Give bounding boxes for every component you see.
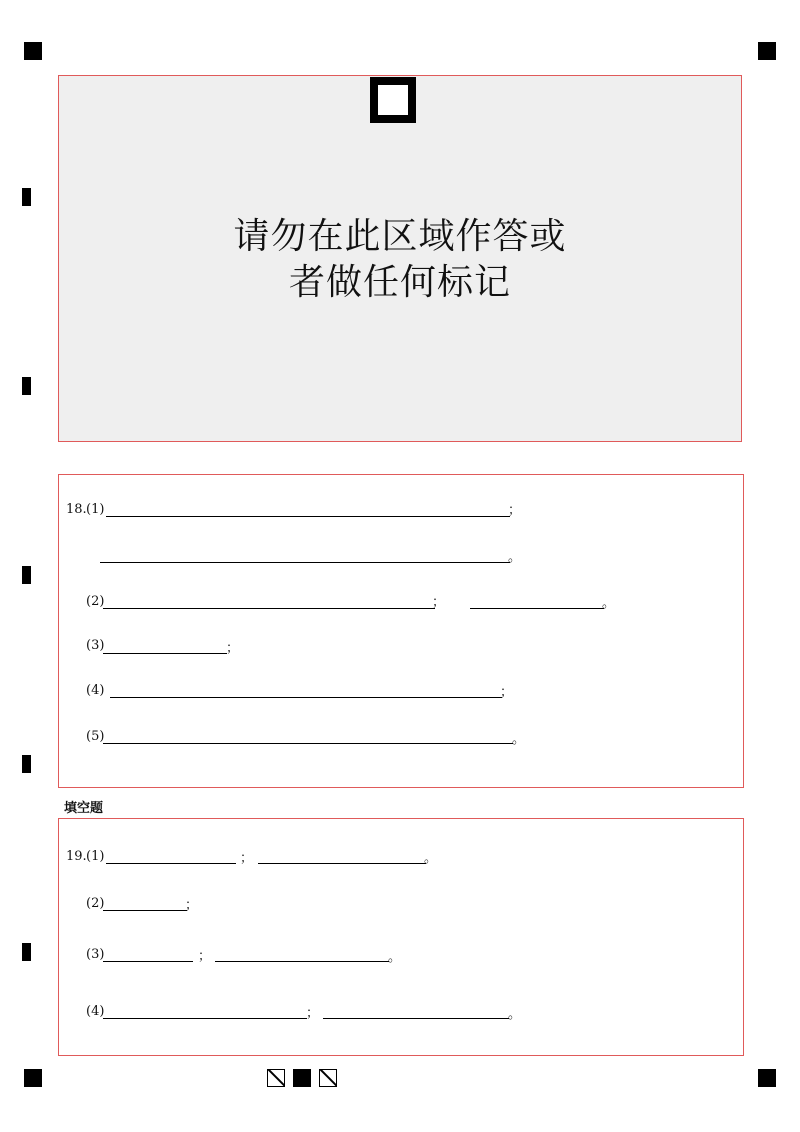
q18-part2-period: 。 bbox=[602, 596, 616, 611]
q19-part2-semicolon: ； bbox=[185, 898, 199, 913]
answer-box-q18 bbox=[58, 474, 744, 788]
q19-part1-answer-line-b[interactable] bbox=[258, 863, 426, 864]
q18-part4-answer-line[interactable] bbox=[110, 697, 502, 698]
q18-part2-label: (2) bbox=[86, 594, 105, 609]
q19-part4-answer-line-a[interactable] bbox=[103, 1018, 307, 1019]
q19-part4-label: (4) bbox=[86, 1004, 105, 1019]
registration-mark-top-right bbox=[758, 42, 776, 60]
warning-line-1: 请勿在此区域作答或 bbox=[233, 216, 567, 257]
page-mark-hollow bbox=[267, 1069, 285, 1087]
q19-part4-semicolon: ； bbox=[306, 1006, 320, 1021]
registration-mark-top-left bbox=[24, 42, 42, 60]
q18-part3-label: (3) bbox=[86, 638, 105, 653]
scan-square-mark bbox=[370, 77, 416, 123]
q18-part4-semicolon: ； bbox=[500, 685, 514, 700]
q19-part3-period: 。 bbox=[388, 950, 402, 965]
q18-part2-answer-line-b[interactable] bbox=[470, 608, 604, 609]
timing-mark bbox=[22, 755, 31, 773]
page-mark-solid bbox=[293, 1069, 311, 1087]
q19-part2-answer-line[interactable] bbox=[103, 910, 187, 911]
no-answer-warning bbox=[0, 214, 800, 306]
q19-part4-period: 。 bbox=[508, 1007, 522, 1022]
q18-number: 18. bbox=[66, 502, 87, 517]
q19-part2-label: (2) bbox=[86, 896, 105, 911]
q18-part4-label: (4) bbox=[86, 683, 105, 698]
timing-mark bbox=[22, 566, 31, 584]
q19-part3-label: (3) bbox=[86, 947, 105, 962]
timing-mark bbox=[22, 188, 31, 206]
q18-part2-answer-line-a[interactable] bbox=[103, 608, 435, 609]
q18-part1-label: (1) bbox=[86, 502, 105, 517]
warning-line-2: 者做任何标记 bbox=[288, 262, 511, 303]
q19-part3-answer-line-b[interactable] bbox=[215, 961, 389, 962]
q18-part1-period: 。 bbox=[508, 550, 522, 565]
q19-part3-semicolon: ； bbox=[198, 949, 212, 964]
q18-part1-answer-line-a[interactable] bbox=[106, 516, 510, 517]
q19-part4-answer-line-b[interactable] bbox=[323, 1018, 509, 1019]
q19-part1-period: 。 bbox=[424, 851, 438, 866]
q19-part1-semicolon: ； bbox=[240, 851, 254, 866]
q19-part1-label: (1) bbox=[86, 849, 105, 864]
registration-mark-bottom-right bbox=[758, 1069, 776, 1087]
q19-part3-answer-line-a[interactable] bbox=[103, 961, 193, 962]
page-mark-hollow bbox=[319, 1069, 337, 1087]
q18-part3-answer-line[interactable] bbox=[103, 653, 227, 654]
q18-part1-answer-line-b[interactable] bbox=[100, 562, 510, 563]
timing-mark bbox=[22, 943, 31, 961]
q18-part5-period: 。 bbox=[512, 732, 526, 747]
answer-box-q19 bbox=[58, 818, 744, 1056]
q18-part2-semicolon: ； bbox=[432, 595, 446, 610]
q18-part5-label: (5) bbox=[86, 729, 105, 744]
registration-mark-bottom-left bbox=[24, 1069, 42, 1087]
page-id-marks bbox=[267, 1069, 337, 1087]
q18-part3-semicolon: ； bbox=[226, 641, 240, 656]
q19-part1-answer-line-a[interactable] bbox=[106, 863, 236, 864]
timing-mark bbox=[22, 377, 31, 395]
q18-part5-answer-line[interactable] bbox=[103, 743, 513, 744]
q18-part1-semicolon: ； bbox=[508, 503, 522, 518]
section-title: 填空题 bbox=[64, 801, 104, 816]
q19-number: 19. bbox=[66, 849, 87, 864]
